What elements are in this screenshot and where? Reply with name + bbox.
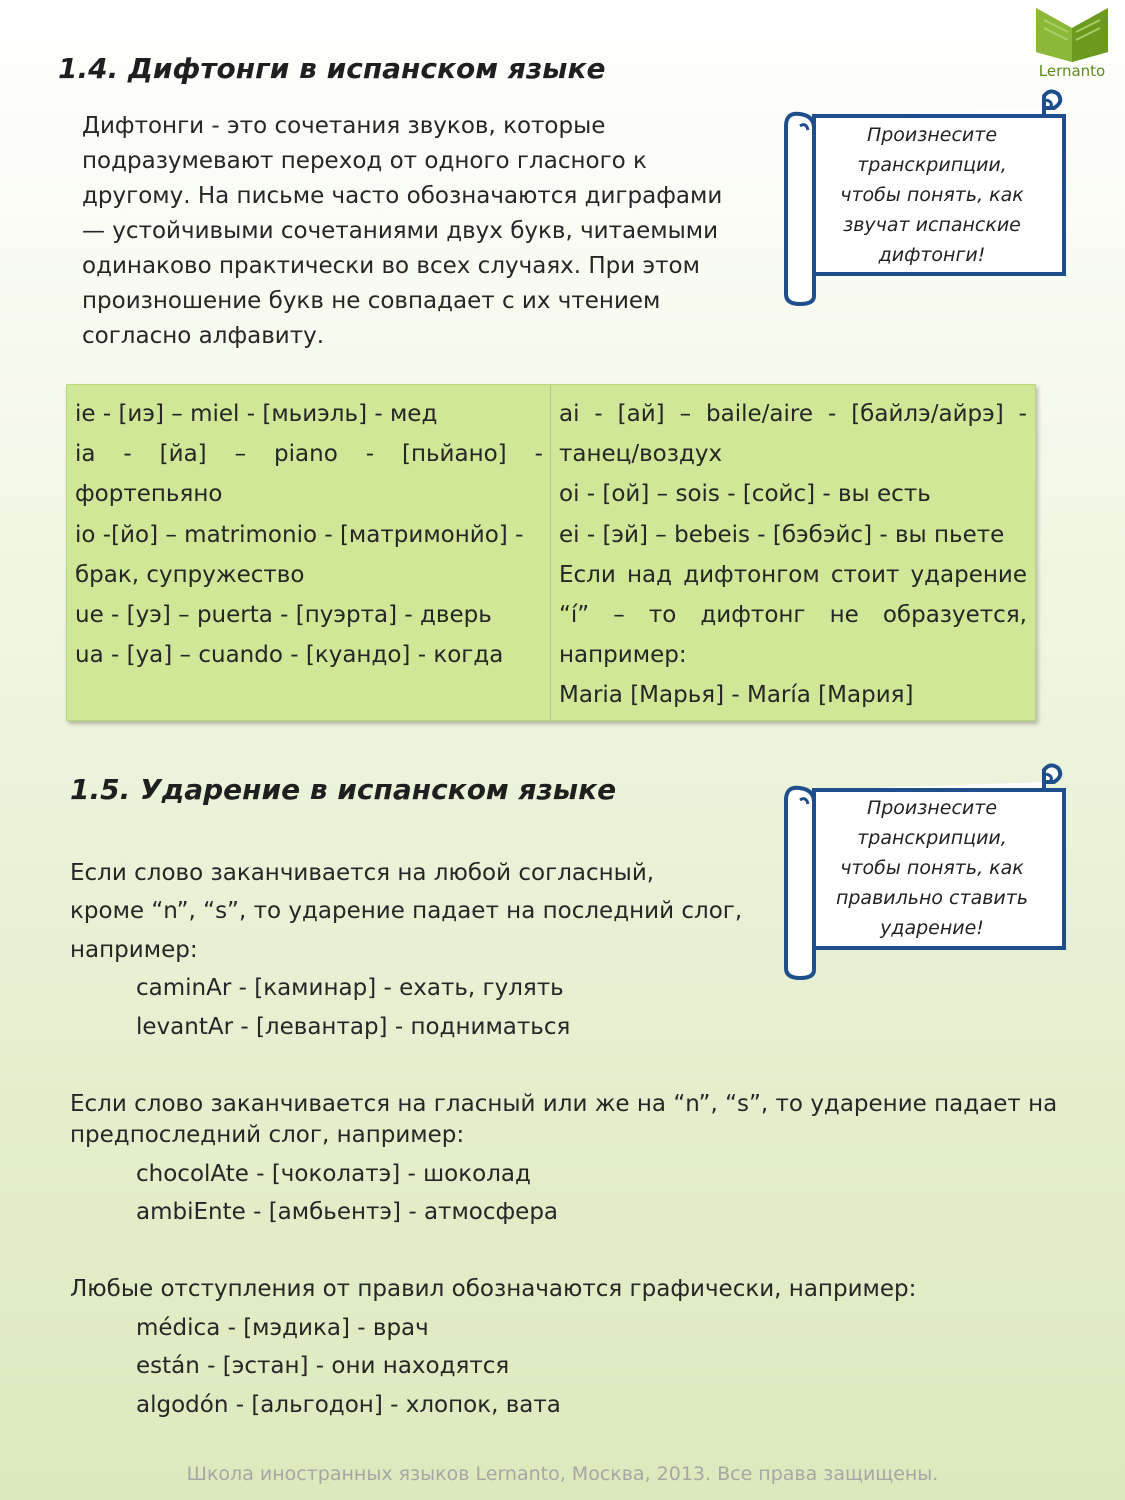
scroll-note-text [814,793,1050,943]
table-line: oi - [ой] – sois - [сойс] - вы есть [559,481,931,508]
section1-intro [82,109,762,354]
word: - [594,401,603,427]
word: piano [274,441,338,468]
word: baile/aire [706,401,814,427]
word: – [613,602,625,629]
lernanto-logo [1026,2,1118,88]
note-line: дифтонги! [878,244,986,266]
section2-title: 1.5. Ударение в испанском языке [70,773,617,806]
word: “í” [559,602,590,629]
table-line: ua - [уа] – cuando - [куандо] - когда [75,642,504,669]
table-line: Maria [Марья] - María [Мария] [559,682,914,709]
example-line: caminAr - [каминар] - ехать, гулять [136,975,564,1001]
example-line: chocolAte - [чоколатэ] - шоколад [136,1161,531,1187]
intro-line: произношение букв не совпадает с их чтением [82,288,661,314]
diphthong-table [66,384,1036,721]
word: - [534,441,543,468]
note-line: ударение! [880,917,984,939]
intro-line: — устойчивыми сочетаниями двух букв, читаемыми [82,218,719,244]
table-line-justified [559,555,1027,595]
word: [йа] [159,441,207,468]
scroll-note-stress [784,760,1074,958]
table-line: ei - [эй] – bebeis - [бэбэйс] - вы пьете [559,521,1005,548]
logo-text: Lernanto [1038,62,1106,80]
word: не [829,602,859,629]
example-line: levantAr - [левантар] - подниматься [136,1014,571,1040]
book-icon [1026,2,1118,64]
word: – [679,401,692,427]
intro-line: Дифтонги - это сочетания звуков, которые [82,113,606,139]
word: [пьйано] [401,441,507,468]
table-divider [550,385,551,720]
table-line-justified [559,595,1027,635]
table-line: ie - [иэ] – miel - [мьиэль] - мед [75,401,438,427]
intro-line: другому. На письме часто обозначаются диграфами [82,183,723,209]
word: дифтонг [700,602,806,629]
word: ai [559,401,580,427]
example-line: algodón - [альгодон] - хлопок, вата [136,1392,561,1418]
table-line-justified [75,434,543,474]
word: ударение [910,561,1027,588]
table-line: фортепьяно [75,481,223,508]
note-line: транскрипции, [857,827,1007,849]
example-line: médica - [мэдика] - врач [136,1315,429,1341]
word: – [234,441,247,468]
rule-line: Любые отступления от правил обозначаются графически, например: [70,1276,917,1302]
rule-line: например: [70,937,198,963]
table-line: танец/воздух [559,441,723,468]
word: - [365,441,375,468]
word: [ай] [617,401,665,427]
word: образуется, [882,602,1027,629]
note-line: транскрипции, [857,154,1007,176]
word: - [827,401,837,427]
word: [байлэ/айрэ] [851,401,1004,427]
scroll-note-text [814,120,1050,270]
example-line: están - [эстан] - они находятся [136,1353,510,1379]
rule-line: Если слово заканчивается на любой согласный, [70,860,655,886]
scroll-note-diphthongs [784,86,1074,284]
example-line: ambiEnte - [амбьентэ] - атмосфера [136,1199,559,1225]
word: ia [75,441,96,468]
intro-line: одинаково практически во всех случаях. При этом [82,253,700,279]
note-line: правильно ставить [835,887,1029,909]
footer-copyright: Школа иностранных языков Lernanto, Москва, 2013. Все права защищены. [186,1463,939,1485]
section1-title: 1.4. Дифтонги в испанском языке [58,52,606,85]
table-line: ue - [уэ] – puerta - [пуэрта] - дверь [75,602,492,629]
intro-line: подразумевают переход от одного гласного к [82,148,647,174]
note-line: чтобы понять, как [840,857,1024,879]
table-line: например: [559,642,687,669]
intro-line: согласно алфавиту. [82,323,325,349]
word: то [648,602,677,629]
rule-line: кроме “n”, “s”, то ударение падает на последний слог, [70,898,743,924]
rule-line: Если слово заканчивается на гласный или же на “n”, “s”, то ударение падает на [70,1091,1058,1117]
word: над [626,561,673,588]
note-line: чтобы понять, как [840,184,1024,206]
table-line: io -[йо] – matrimonio - [матримонйо] - [75,521,524,548]
table-line: брак, супружество [75,561,305,588]
table-line-justified [559,394,1027,434]
word: - [123,441,132,468]
word: дифтонгом [683,561,820,588]
word: - [1018,401,1027,427]
note-line: Произнесите [866,797,998,819]
note-line: Произнесите [866,124,998,146]
table-right-column [559,394,1027,716]
word: Если [559,561,616,588]
table-left-column [75,394,543,675]
note-line: звучат испанские [843,214,1021,236]
word: стоит [830,561,900,588]
rule-line: предпоследний слог, например: [70,1122,465,1148]
